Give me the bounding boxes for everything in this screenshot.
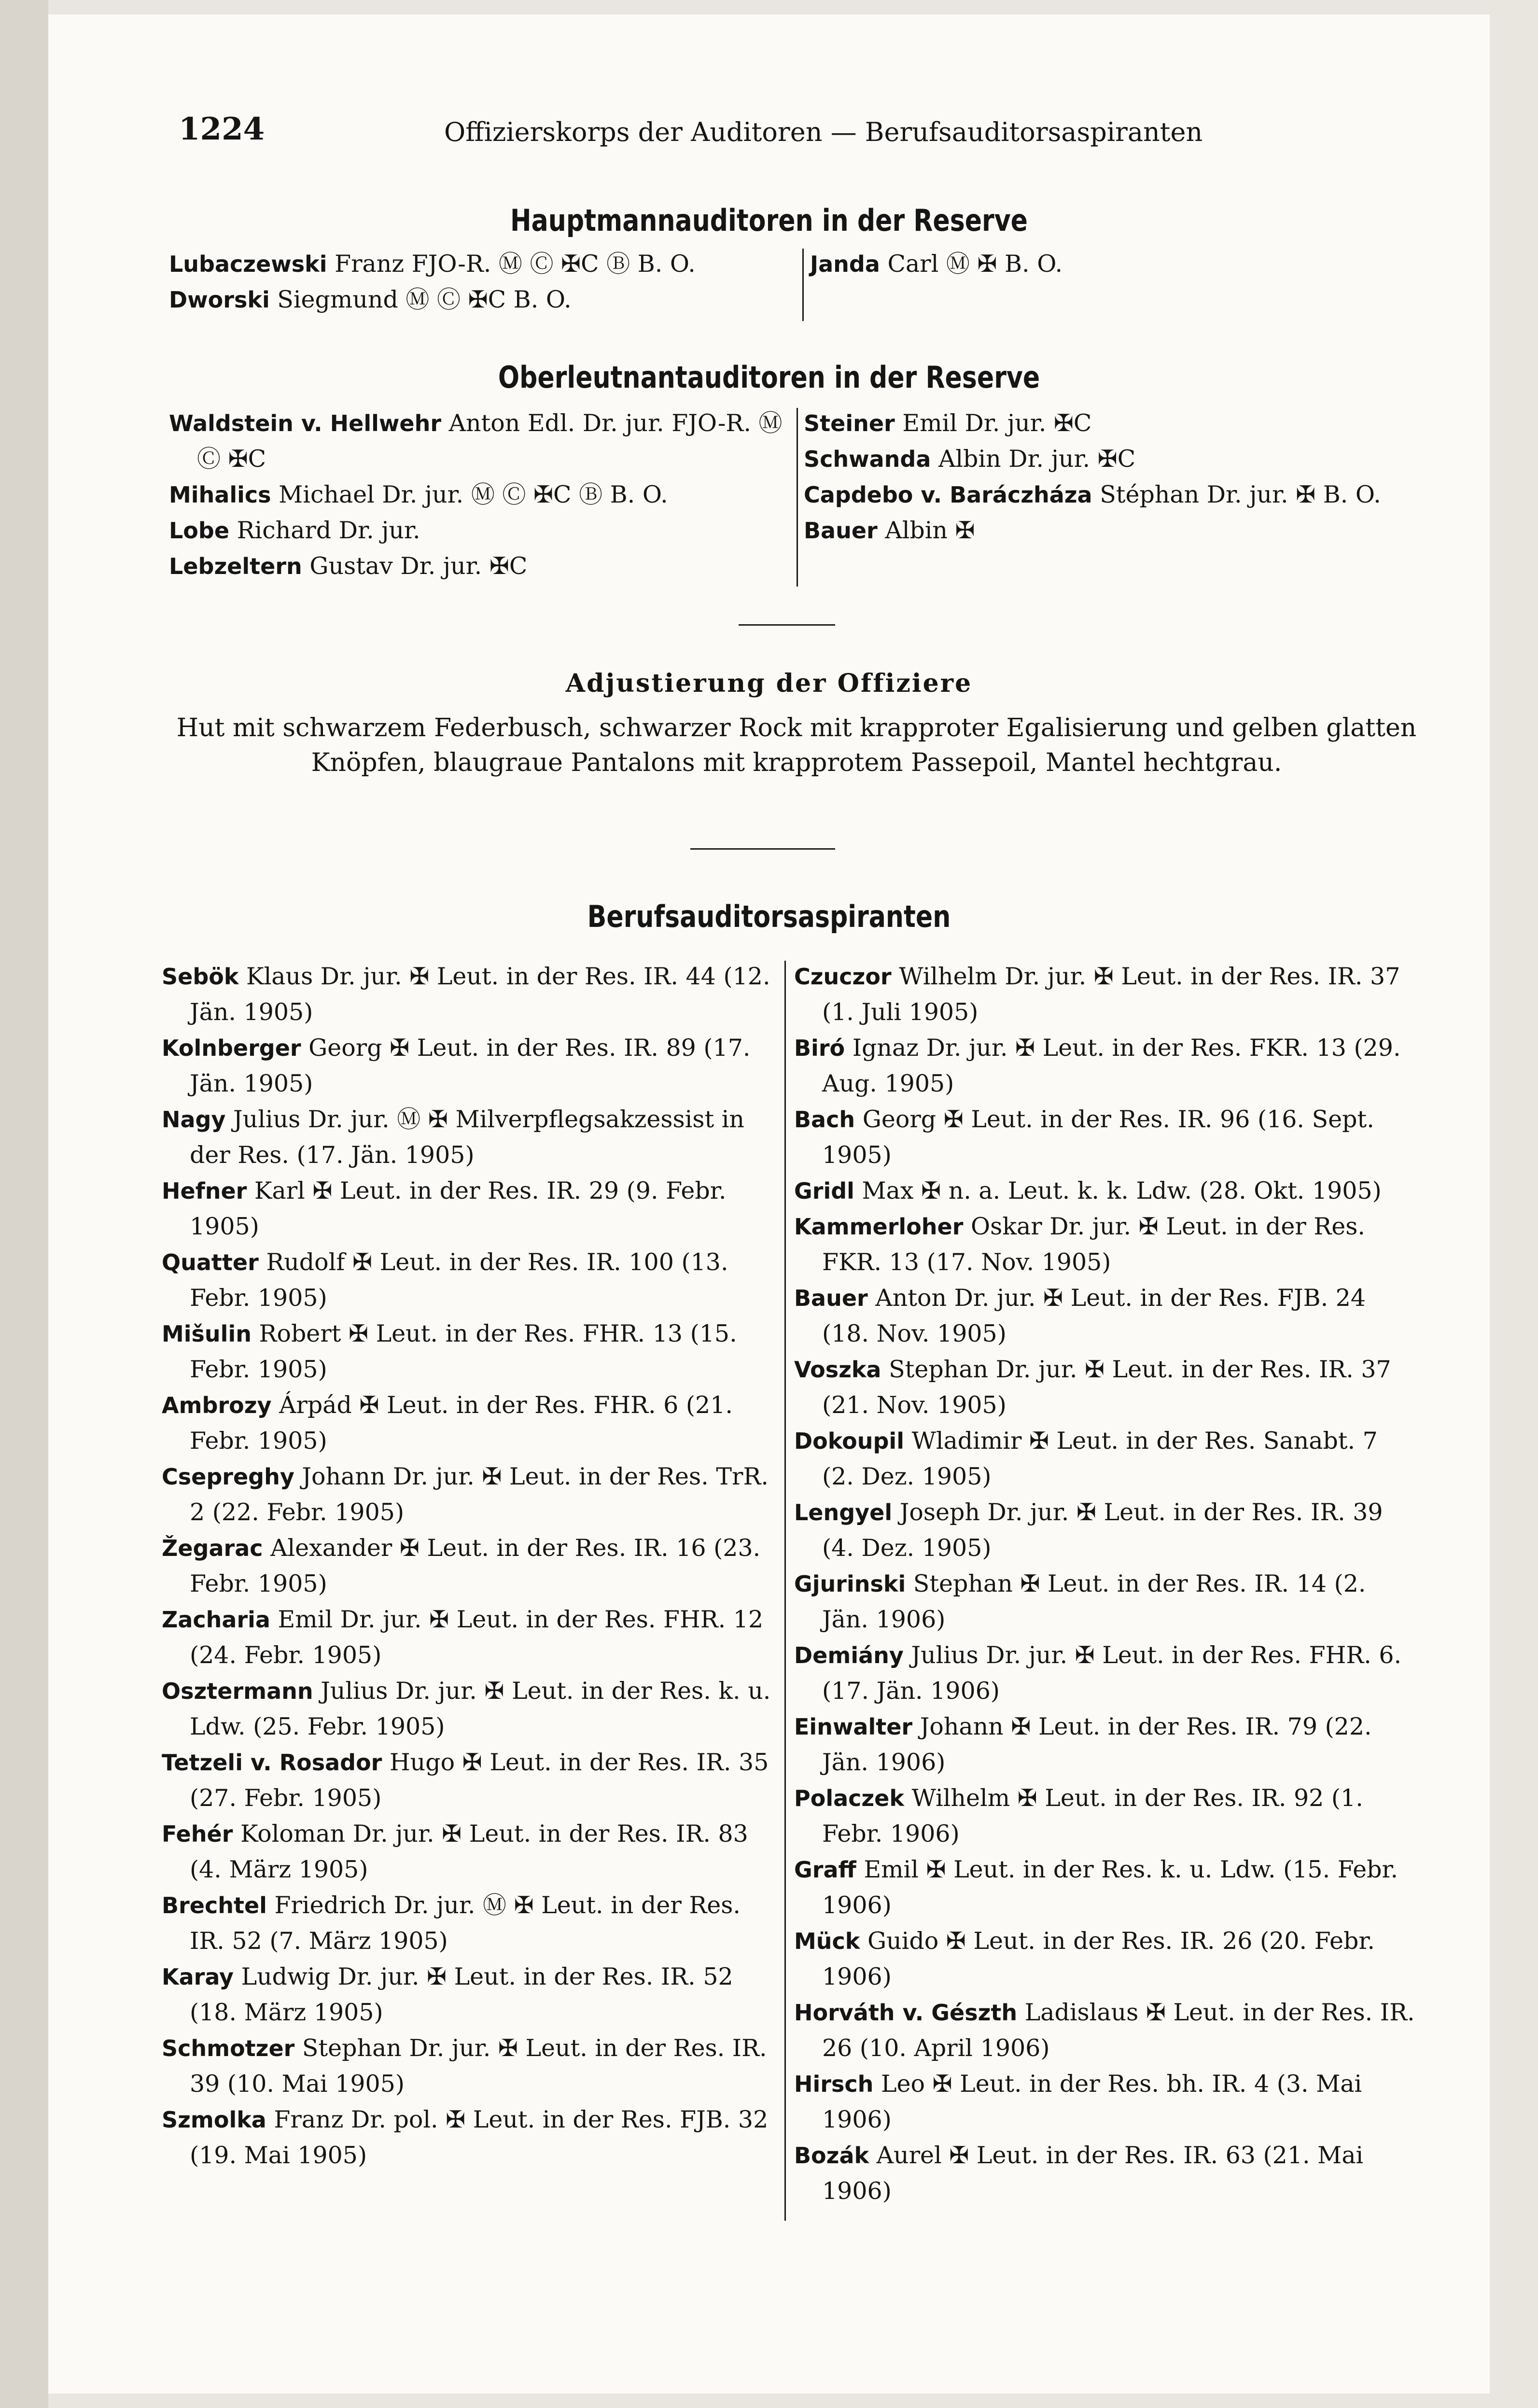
divider-rule <box>739 624 835 626</box>
list-item: Bauer Albin ✠ <box>804 517 975 544</box>
column-divider <box>784 961 786 2221</box>
list-item: Mišulin Robert ✠ Leut. in der Res. FHR. 13 (15. Febr. 1905) <box>162 1320 737 1383</box>
list-item: Hirsch Leo ✠ Leut. in der Res. bh. IR. 4 (3. Mai 1906) <box>794 2070 1362 2133</box>
section-title-oberleutnantauditoren: Oberleutnantauditoren in der Reserve <box>498 360 1040 395</box>
adjustierung-text: Hut mit schwarzem Federbusch, schwarzer Rock mit krapproter Egalisierung und gelben glatten Knöpfen, blaugraue Pantalons mit krapprotem Passepoil, Mantel hechtgrau. <box>176 714 1417 777</box>
section1-right-column <box>810 246 1428 282</box>
list-item: Horváth v. Gészth Ladislaus ✠ Leut. in der Res. IR. 26 (10. April 1906) <box>794 1999 1415 2062</box>
section1-left-column <box>169 246 787 318</box>
list-item: Einwalter Johann ✠ Leut. in der Res. IR. 79 (22. Jän. 1906) <box>794 1713 1372 1776</box>
section2-left-column <box>169 406 792 584</box>
list-item: Zacharia Emil Dr. jur. ✠ Leut. in der Res. FHR. 12 (24. Febr. 1905) <box>162 1606 764 1669</box>
list-item: Brechtel Friedrich Dr. jur. Ⓜ ✠ Leut. in der Res. IR. 52 (7. März 1905) <box>162 1891 741 1955</box>
list-item: Mück Guido ✠ Leut. in der Res. IR. 26 (20. Febr. 1906) <box>794 1927 1375 1990</box>
list-item: Bozák Aurel ✠ Leut. in der Res. IR. 63 (21. Mai 1906) <box>794 2142 1364 2205</box>
list-item: Lubaczewski Franz FJO-R. Ⓜ Ⓒ ✠C Ⓑ B. O. <box>169 250 696 278</box>
section2-right-column <box>804 406 1426 548</box>
list-item: Dworski Siegmund Ⓜ Ⓒ ✠C B. O. <box>169 286 572 313</box>
list-item: Gridl Max ✠ n. a. Leut. k. k. Ldw. (28. Okt. 1905) <box>794 1177 1382 1204</box>
list-item: Bach Georg ✠ Leut. in der Res. IR. 96 (16. Sept. 1905) <box>794 1106 1374 1169</box>
list-item: Kolnberger Georg ✠ Leut. in der Res. IR. 89 (17. Jän. 1905) <box>162 1034 751 1097</box>
list-item: Steiner Emil Dr. jur. ✠C <box>804 409 1092 437</box>
adjustierung-title: Adjustierung der Offiziere <box>565 669 973 698</box>
list-item: Schmotzer Stephan Dr. jur. ✠ Leut. in der Res. IR. 39 (10. Mai 1905) <box>162 2034 767 2098</box>
list-item: Polaczek Wilhelm ✠ Leut. in der Res. IR. 92 (1. Febr. 1906) <box>794 1784 1363 1848</box>
section-title-berufsauditorsaspiranten: Berufsauditorsaspiranten <box>587 899 951 934</box>
list-item: Schwanda Albin Dr. jur. ✠C <box>804 445 1136 473</box>
list-item: Waldstein v. Hellwehr Anton Edl. Dr. jur. FJO-R. Ⓜ Ⓒ ✠C <box>169 409 783 473</box>
column-divider <box>802 249 804 321</box>
section3-right-column <box>794 959 1417 2209</box>
list-item: Osztermann Julius Dr. jur. ✠ Leut. in der Res. k. u. Ldw. (25. Febr. 1905) <box>162 1677 771 1740</box>
list-item: Szmolka Franz Dr. pol. ✠ Leut. in der Res. FJB. 32 (19. Mai 1905) <box>162 2106 769 2169</box>
section-title-hauptmannauditoren: Hauptmannauditoren in der Reserve <box>510 203 1028 238</box>
list-item: Czuczor Wilhelm Dr. jur. ✠ Leut. in der Res. IR. 37 (1. Juli 1905) <box>794 963 1400 1026</box>
scan-border <box>0 0 48 2408</box>
list-item: Mihalics Michael Dr. jur. Ⓜ Ⓒ ✠C Ⓑ B. O. <box>169 481 668 508</box>
list-item: Biró Ignaz Dr. jur. ✠ Leut. in der Res. FKR. 13 (29. Aug. 1905) <box>794 1034 1401 1097</box>
list-item: Hefner Karl ✠ Leut. in der Res. IR. 29 (9. Febr. 1905) <box>162 1177 727 1240</box>
list-item: Ambrozy Árpád ✠ Leut. in der Res. FHR. 6 (21. Febr. 1905) <box>162 1391 733 1455</box>
list-item: Nagy Julius Dr. jur. Ⓜ ✠ Milverpflegsakzessist in der Res. (17. Jän. 1905) <box>162 1106 744 1169</box>
running-head: Offizierskorps der Auditoren — Berufsauditorsaspiranten <box>444 117 1203 147</box>
list-item: Karay Ludwig Dr. jur. ✠ Leut. in der Res. IR. 52 (18. März 1905) <box>162 1963 733 2026</box>
list-item: Graff Emil ✠ Leut. in der Res. k. u. Ldw. (15. Febr. 1906) <box>794 1856 1398 1919</box>
list-item: Quatter Rudolf ✠ Leut. in der Res. IR. 100 (13. Febr. 1905) <box>162 1248 728 1312</box>
list-item: Sebök Klaus Dr. jur. ✠ Leut. in der Res. IR. 44 (12. Jän. 1905) <box>162 963 770 1026</box>
section3-left-column <box>162 959 775 2173</box>
list-item: Fehér Koloman Dr. jur. ✠ Leut. in der Res. IR. 83 (4. März 1905) <box>162 1820 748 1883</box>
list-item: Capdebo v. Baráczháza Stéphan Dr. jur. ✠ B. O. <box>804 481 1381 508</box>
list-item: Gjurinski Stephan ✠ Leut. in der Res. IR. 14 (2. Jän. 1906) <box>794 1570 1366 1633</box>
list-item: Tetzeli v. Rosador Hugo ✠ Leut. in der Res. IR. 35 (27. Febr. 1905) <box>162 1749 769 1812</box>
list-item: Kammerloher Oskar Dr. jur. ✠ Leut. in der Res. FKR. 13 (17. Nov. 1905) <box>794 1213 1366 1276</box>
list-item: Voszka Stephan Dr. jur. ✠ Leut. in der Res. IR. 37 (21. Nov. 1905) <box>794 1356 1391 1419</box>
page-header <box>179 111 1434 164</box>
list-item: Csepreghy Johann Dr. jur. ✠ Leut. in der Res. TrR. 2 (22. Febr. 1905) <box>162 1463 769 1526</box>
list-item: Demiány Julius Dr. jur. ✠ Leut. in der Res. FHR. 6. (17. Jän. 1906) <box>794 1641 1402 1705</box>
list-item: Dokoupil Wladimir ✠ Leut. in der Res. Sanabt. 7 (2. Dez. 1905) <box>794 1427 1378 1490</box>
list-item: Žegarac Alexander ✠ Leut. in der Res. IR. 16 (23. Febr. 1905) <box>162 1534 761 1597</box>
list-item: Bauer Anton Dr. jur. ✠ Leut. in der Res. FJB. 24 (18. Nov. 1905) <box>794 1284 1366 1347</box>
page-number: 1224 <box>179 111 265 147</box>
divider-rule <box>690 848 835 850</box>
list-item: Lobe Richard Dr. jur. <box>169 517 420 544</box>
column-divider <box>797 408 798 587</box>
list-item: Lebzeltern Gustav Dr. jur. ✠C <box>169 552 528 580</box>
list-item: Lengyel Joseph Dr. jur. ✠ Leut. in der Res. IR. 39 (4. Dez. 1905) <box>794 1498 1383 1562</box>
list-item: Janda Carl Ⓜ ✠ B. O. <box>810 250 1063 278</box>
